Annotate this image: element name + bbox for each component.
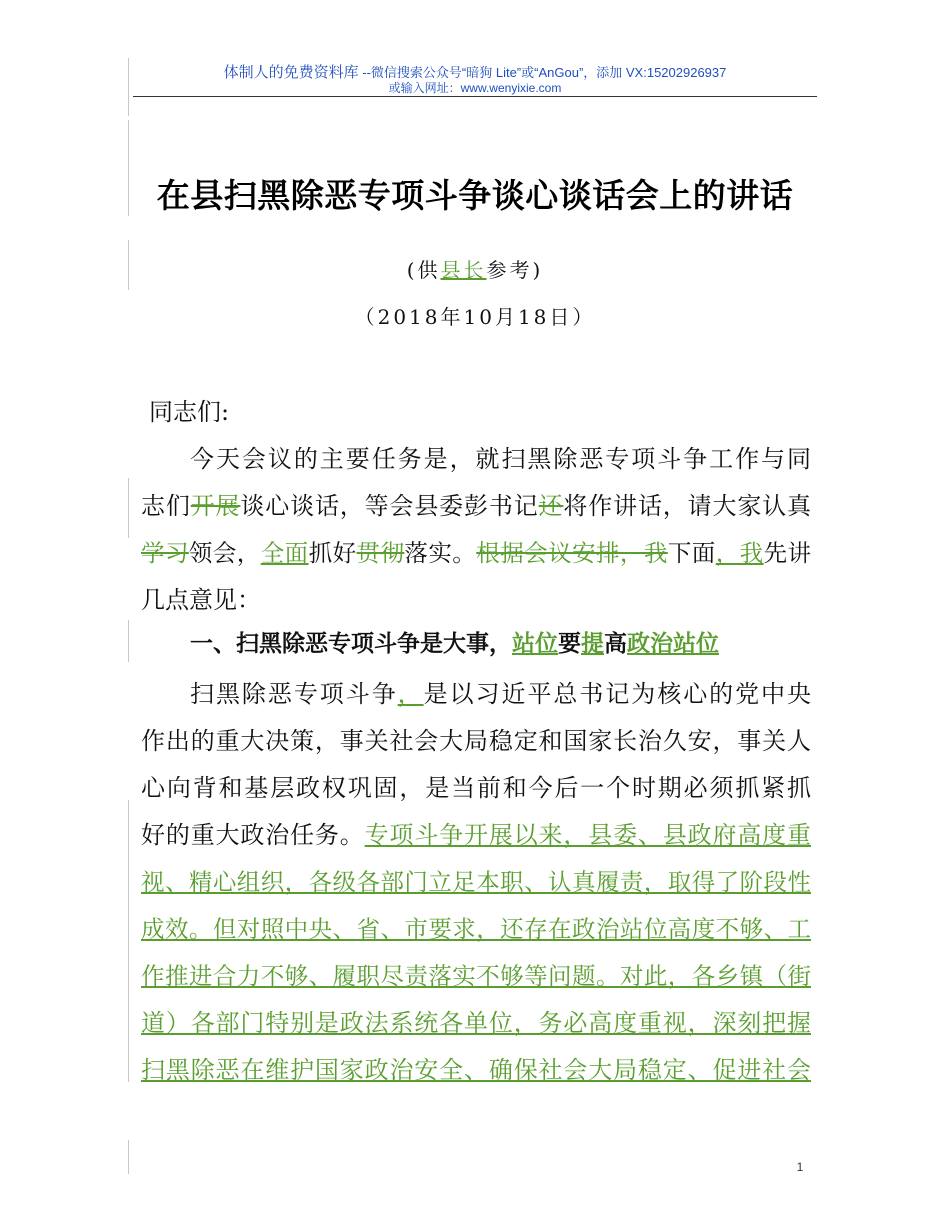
library-name: 体制人的免费资料库 [223,64,359,81]
para2-line7: 作推进合力不够、履职尽责落实不够等问题。对此，各乡镇（街 [141,962,811,990]
document-title: 在县扫黑除恶专项斗争谈心谈话会上的讲话 [156,176,794,215]
margin-mark [128,58,129,116]
margin-mark [128,1140,129,1174]
para2-line9: 扫黑除恶在维护国家政治安全、确保社会大局稳定、促进社会 [141,1056,811,1084]
inserted-text: 提 [581,631,604,657]
deleted-text: 根据会议安排，我 [476,539,668,567]
document-subtitle [0,254,950,283]
para1-line3: 学习领会，全面抓好贯彻落实。根据会议安排，我下面，我先讲 [141,539,812,567]
inserted-text: 县长 [440,258,487,282]
promo-text: --微信搜索公众号“暗狗 Lite”或“AnGou”，添加 VX:15202926937 [358,65,727,80]
inserted-text: 专项斗争开展以来，县委、县政府高度重 [364,821,812,849]
document-date: （2018年10月18日） [354,305,596,329]
deleted-text: 学习 [141,539,189,567]
margin-mark [128,800,129,1082]
inserted-text: ， [397,680,424,708]
para2-line6: 成效。但对照中央、省、市要求，还存在政治站位高度不够、工 [141,915,811,943]
margin-mark [128,620,129,662]
inserted-text: 全面 [260,539,309,567]
deleted-text: 还 [538,492,564,520]
inserted-text: 政治站位 [627,631,719,657]
para1-line1: 今天会议的主要任务是，就扫黑除恶专项斗争工作与同 [190,445,811,473]
deleted-text: 开展 [190,492,241,520]
inserted-text: ，我 [715,539,764,567]
salutation: 同志们: [149,398,230,426]
para2-line2: 作出的重大决策，事关社会大局稳定和国家长治久安，事关人 [141,727,811,755]
para2-line8: 道）各部门特别是政法系统各单位，务必高度重视，深刻把握 [141,1009,811,1037]
margin-mark [128,478,129,538]
inserted-text: 站位 [512,631,558,657]
section-heading-1: 一、扫黑除恶专项斗争是大事，站位要提高政治站位 [190,631,719,657]
header-divider [133,96,817,97]
page-number: 1 [796,1160,804,1174]
subtitle-close: 参考) [486,258,544,282]
para2-line4: 好的重大政治任务。专项斗争开展以来，县委、县政府高度重 [141,821,812,849]
para1-line4: 几点意见： [141,586,261,614]
deleted-text: 贯彻 [356,539,405,567]
header-website[interactable]: 或输入网址：www.wenyixie.com [388,81,562,95]
subtitle-open: (供 [406,258,441,282]
para2-line3: 心向背和基层政权巩固，是当前和今后一个时期必须抓紧抓 [141,774,811,802]
para1-line2: 志们开展谈心谈话，等会县委彭书记还将作讲话，请大家认真 [141,492,812,520]
para2-line5: 视、精心组织，各级各部门立足本职、认真履责，取得了阶段性 [141,868,811,896]
para2-line1: 扫黑除恶专项斗争，是以习近平总书记为核心的党中央 [190,680,812,708]
